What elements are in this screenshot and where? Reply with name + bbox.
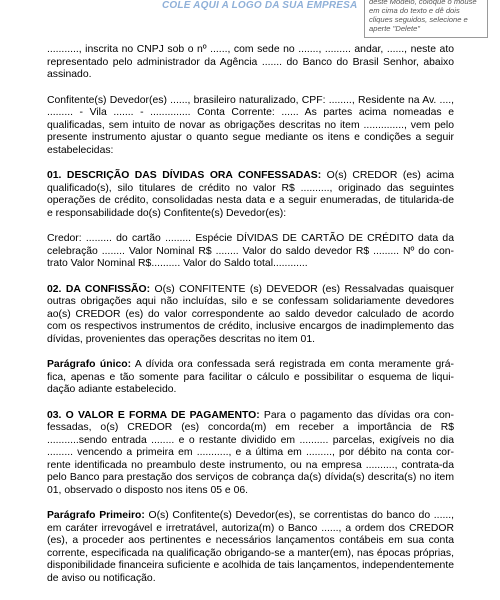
section-02-title: 02. DA CONFISSÃO: xyxy=(47,283,151,295)
section-01-paragraph xyxy=(47,170,454,220)
instruction-hint-box: deste Modelo, coloque o mouse em cima do texto e dê dois cliques seguidos, selecione e aperte "Delete" xyxy=(364,0,488,38)
section-01-title: 01. DESCRIÇÃO DAS DÍVIDAS ORA CONFESSADAS: xyxy=(47,170,322,181)
section-03-title: 03. O VALOR E FORMA DE PAGAMENTO: xyxy=(47,409,260,421)
section-02-paragraph xyxy=(47,284,454,347)
paragrafo-primeiro-paragraph xyxy=(47,510,454,585)
credor-paragraph: Credor: ......... do cartão ......... Espécie DÍVIDAS DE CARTÃO DE CRÉDITO data da celebração ........ Valor Nominal R$ ........ Valor do saldo devedor R$ ......... Nº do con-trato Valor Nominal R$.......... Valor do Saldo total............ xyxy=(47,233,454,269)
paragrafo-primeiro-title: Parágrafo Primeiro: xyxy=(47,510,145,521)
confitentes-paragraph: Confitente(s) Devedor(es) ......, brasileiro naturalizado, CPF: ........, Residente na Av. ...., ......... - Vila ....... - .............. Conta Corrente: ...... As partes acima nomeadas e qualificadas, sem intuito de novar as obrigações descritas no item .............., vem pelo presente instrumento ajustar o quanto segue mediante os itens e condições a seguir estabelecidas: xyxy=(47,94,454,156)
paragrafo-unico-text: A dívida ora confessada será registrada em conta meramente grá-fica, apenas e tão somente para facilitar o cálculo e possibilitar o esquema de liqui-dação adiante estabelecido. xyxy=(47,359,455,395)
document-body xyxy=(47,44,454,596)
logo-placeholder: COLE AQUI A LOGO DA SUA EMPRESA xyxy=(162,0,358,11)
intro-paragraph: ..........., inscrita no CNPJ sob o nº ......, com sede no ......., ......... andar, ......, neste ato representado pelo administrador da Agência ....... do Banco do Brasil Senhor, abaixo assinado. xyxy=(47,44,454,80)
section-03-text: Para o pagamento das dívidas ora con-fessadas, o(s) CREDOR (es) concorda(m) em receber a importância de R$ ...........sendo entrada ........ e o restante dividido em .......... parcelas, exigíveis no dia ......... vencendo a primeira em ..........., e a última em ........., por débito na conta cor-rente identificada no preambulo deste instrumento, ou na empresa .........., contrata-da pelo Banco para prestação dos serviços de cobrança da(s) dívida(s) descrita(s) no item 01, observado o disposto nos itens 05 e 06. xyxy=(47,409,454,496)
section-02-text: O(s) CONFITENTE (s) DEVEDOR (es) Ressalvadas quaisquer outras obrigações aqui não incluídas, silo e se confessam solidariamente devedores ao(s) CREDOR (es) do valor correspondente ao saldo devedor calculado de acordo com os respectivos instrumentos de crédito, inclusive encargos de inadimplemento das dívidas, provenientes das operações descritas no item 01. xyxy=(47,283,455,345)
paragrafo-unico-paragraph xyxy=(47,359,454,397)
paragrafo-unico-title: Parágrafo único: xyxy=(47,359,132,370)
section-03-paragraph xyxy=(47,410,454,498)
paragrafo-primeiro-text: O(s) Confitente(s) Devedor(es), se correntistas do banco do ......, em caráter irrevogável e irretratável, autoriza(m) o Banco ......, a ordem dos CREDOR (es), a proceder aos pertinentes e necessários lançamentos contábeis em sua conta corrente, especificada na qualificação obrigando-se a manter(em), nas épocas próprias, disponibilidade financeira suficiente e acolhida de tais lançamentos, independentemente de aviso ou notificação. xyxy=(47,510,454,584)
section-01-text: O(s) CREDOR (es) acima qualificado(s), silo titulares de crédito no valor R$ .........., originado das seguintes operações de crédito, consolidadas nesta data e a seguir enumeradas, de titularida-de e responsabilidade do(s) Confitente(s) Devedor(es): xyxy=(47,170,454,219)
